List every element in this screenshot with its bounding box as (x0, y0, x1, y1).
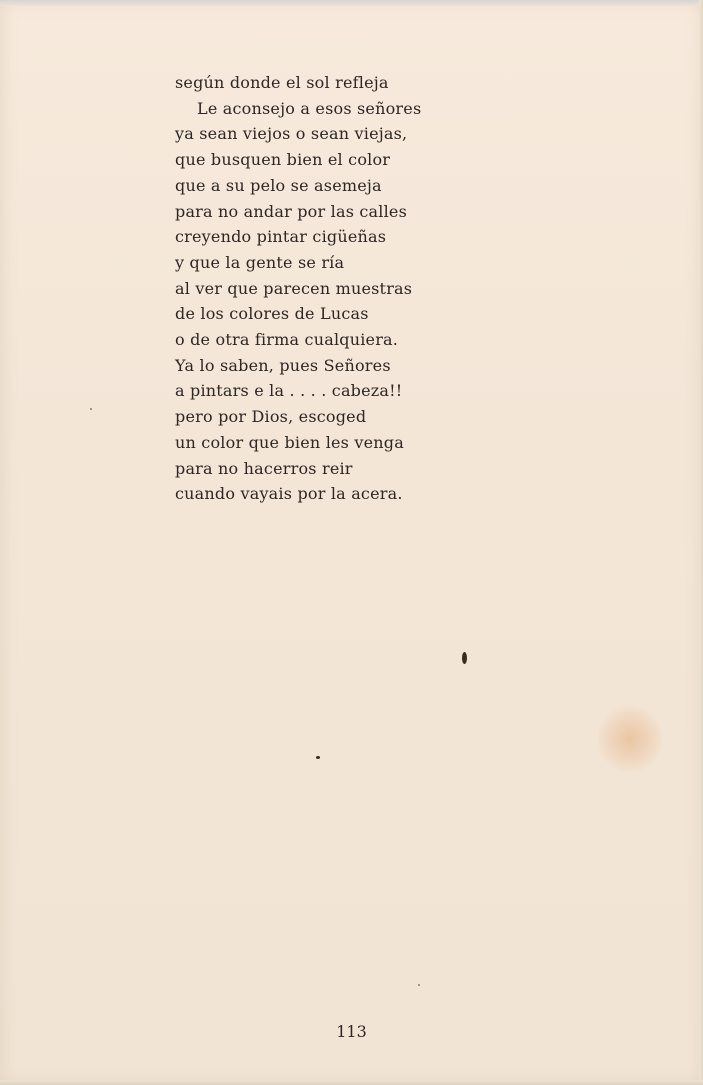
poem-line: a pintars e la . . . . cabeza!! (175, 381, 403, 401)
poem-line: al ver que parecen muestras (175, 278, 413, 298)
page-number: 113 (336, 1022, 367, 1041)
poem-text (175, 70, 475, 507)
poem-line: que a su pelo se asemeja (175, 175, 382, 195)
paper-speck (90, 408, 92, 410)
poem-line: pero por Dios, escoged (175, 407, 367, 427)
poem-line: un color que bien les venga (175, 432, 404, 452)
poem-line: Ya lo saben, pues Señores (175, 355, 391, 375)
poem-line: o de otra firma cualquiera. (175, 330, 399, 350)
poem-line: que busquen bien el color (175, 150, 391, 170)
paper-speck (462, 652, 467, 664)
poem-line: para no andar por las calles (175, 201, 408, 221)
page-right-edge (699, 0, 703, 1085)
paper-stain (598, 705, 662, 773)
poem-line: para no hacerros reir (175, 458, 353, 478)
poem-line: ya sean viejos o sean viejas, (175, 124, 408, 144)
poem-line: cuando vayais por la acera. (175, 484, 403, 504)
poem-line: Le aconsejo a esos señores (197, 98, 422, 118)
poem-line: de los colores de Lucas (175, 304, 369, 324)
paper-speck (316, 756, 320, 759)
poem-line: según donde el sol refleja (175, 73, 389, 92)
paper-speck (418, 984, 420, 986)
poem-line: y que la gente se ría (175, 252, 345, 272)
poem-line: creyendo pintar cigüeñas (175, 227, 387, 247)
page-bottom-edge (0, 1080, 703, 1085)
page-top-edge (0, 0, 703, 6)
